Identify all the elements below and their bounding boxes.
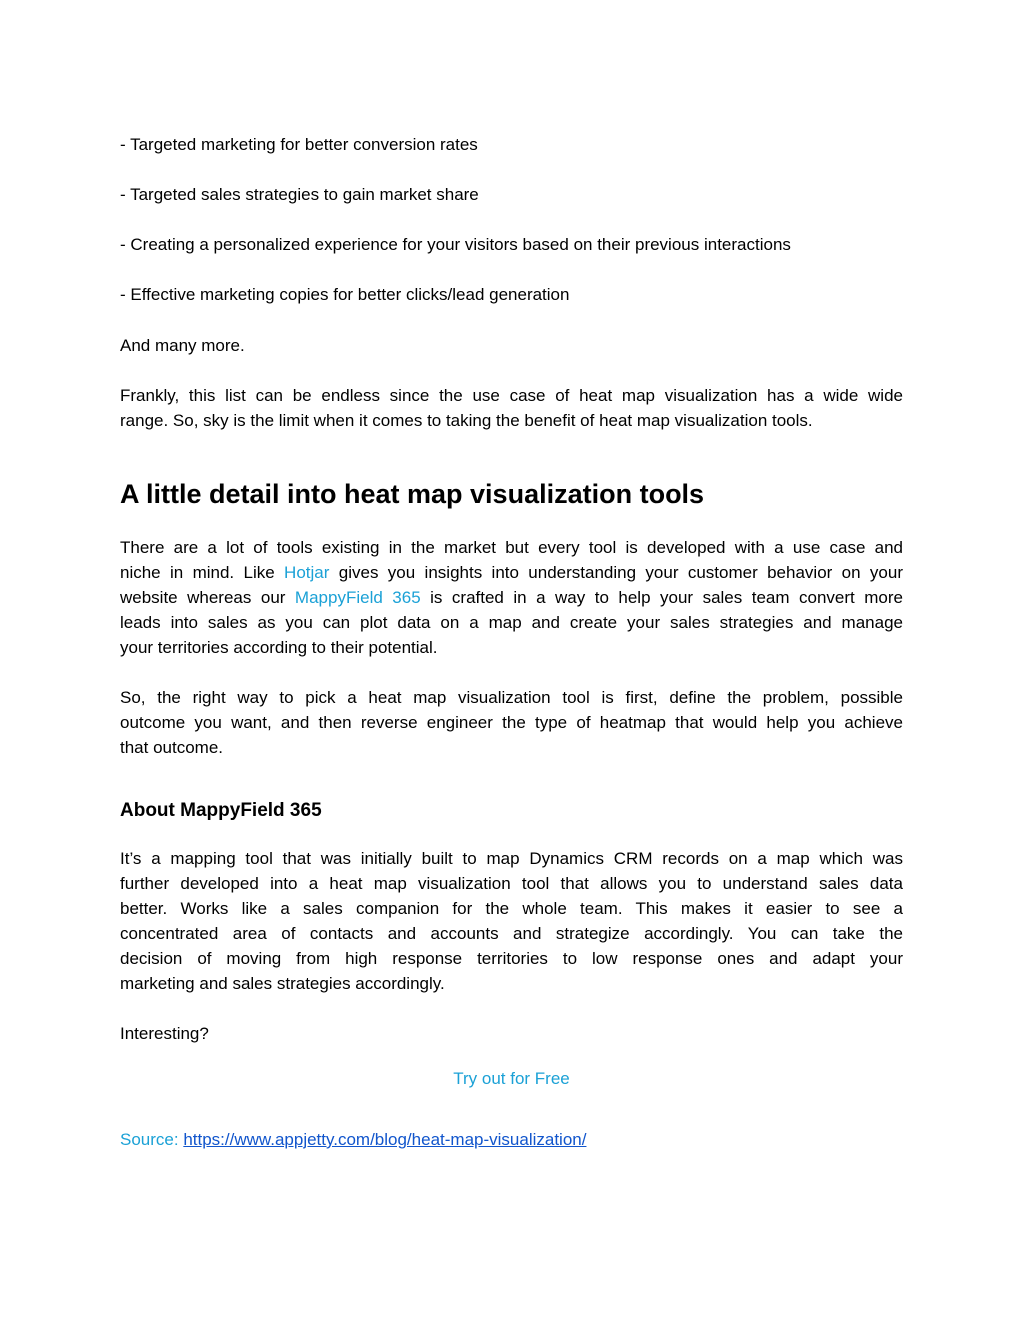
about-line-2: further developed into a heat map visualization tool that allows you to understand sales data [120, 874, 903, 893]
section-heading-about: About MappyField 365 [120, 800, 322, 821]
pick-paragraph [120, 685, 903, 760]
section-heading-tools: A little detail into heat map visualization tools [120, 479, 705, 509]
about-line-3: better. Works like a sales companion for the whole team. This makes it easier to see a [120, 899, 903, 918]
tools-line-1: There are a lot of tools existing in the market but every tool is developed with a use case and [120, 538, 903, 557]
tools-line-2-b: gives you insights into understanding your customer behavior on your [329, 563, 903, 582]
about-line-4: concentrated area of contacts and accounts and strategize accordingly. You can take the [120, 924, 903, 943]
tools-line-5: your territories according to their potential. [120, 638, 438, 657]
tools-line-2-a: niche in mind. Like [120, 563, 285, 582]
tools-line-2 [120, 560, 903, 585]
frankly-line-2: range. So, sky is the limit when it comes to taking the benefit of heat map visualization tools. [120, 411, 813, 430]
tools-line-3-b: is crafted in a way to help your sales team convert more [420, 588, 903, 607]
about-line-6: marketing and sales strategies accordingly. [120, 974, 445, 993]
tools-line-4: leads into sales as you can plot data on a map and create your sales strategies and manage [120, 613, 903, 632]
about-paragraph [120, 846, 903, 996]
bullet-targeted-marketing: - Targeted marketing for better conversion rates [120, 135, 478, 154]
tools-paragraph [120, 535, 903, 660]
about-line-1: It’s a mapping tool that was initially built to map Dynamics CRM records on a map which was [120, 849, 903, 868]
mappyfield-link[interactable]: MappyField 365 [294, 588, 421, 607]
bullet-effective-copies: - Effective marketing copies for better clicks/lead generation [120, 285, 570, 304]
interesting-text: Interesting? [120, 1024, 209, 1043]
hotjar-link[interactable]: Hotjar [284, 563, 330, 582]
bullet-targeted-sales: - Targeted sales strategies to gain market share [120, 185, 479, 204]
cta-row [120, 1066, 903, 1091]
source-line [120, 1127, 586, 1152]
frankly-line-1: Frankly, this list can be endless since the use case of heat map visualization has a wide wide [120, 386, 903, 405]
source-label: Source: [120, 1130, 184, 1149]
tools-line-3-a: website whereas our [120, 588, 295, 607]
pick-line-2: outcome you want, and then reverse engineer the type of heatmap that would help you achieve [120, 713, 903, 732]
source-url-link[interactable]: https://www.appjetty.com/blog/heat-map-visualization/ [183, 1130, 587, 1149]
pick-line-3: that outcome. [120, 738, 224, 757]
frankly-paragraph [120, 383, 903, 433]
pick-line-1: So, the right way to pick a heat map visualization tool is first, define the problem, possible [120, 688, 903, 707]
about-line-5: decision of moving from high response territories to low response ones and adapt your [120, 949, 903, 968]
and-many-more-text: And many more. [120, 336, 245, 355]
try-out-free-link[interactable]: Try out for Free [453, 1069, 570, 1088]
tools-line-3 [120, 585, 903, 610]
bullet-personalized-experience: - Creating a personalized experience for your visitors based on their previous interactions [120, 235, 791, 254]
